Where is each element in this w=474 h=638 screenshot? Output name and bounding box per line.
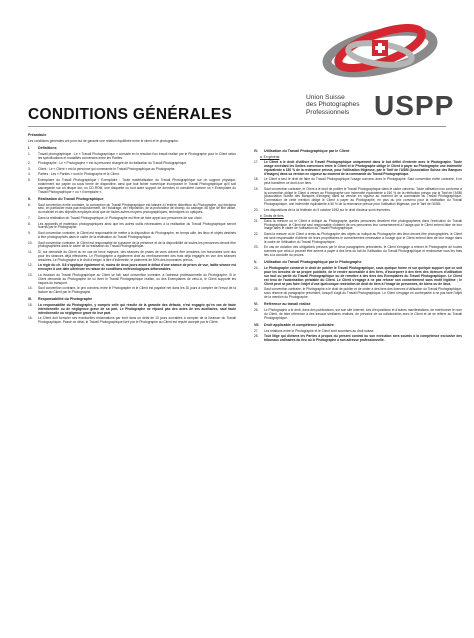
list-item (28, 168, 236, 172)
list-item (28, 264, 236, 272)
list-item (28, 304, 236, 316)
preamble-heading: Préambule (28, 133, 47, 137)
list-item (28, 153, 236, 161)
item-text: En cas de violation des obligations prévues par le deux paragraphes précédents, le Client s'engage à relever le Photographe de toutes sommes que celui-ci pourrait être amené à payer à des tiers du fait de l'utilisation du Travail Photographique et rembourser tous les frais liés à la conduite du procès. (264, 245, 462, 258)
section-number: VII. (254, 322, 260, 327)
item-text: Dans la mesure où le Client a indiqué au Photographe quelles personnes devaient être photographiées dans l'exécution du Travail Photographique, le Client est seul responsable d'obtenir de ces personnes leur consentement à l'usage que le Client entend faire de leur image dans le cadre de l'utilisation du Travail Photographique. (264, 218, 462, 231)
title-divider (28, 126, 446, 127)
list-item (28, 287, 236, 295)
section-heading (254, 261, 462, 265)
list-item (254, 188, 462, 208)
item-number: 7. (28, 215, 31, 220)
org-line-2: des Photographes (306, 101, 360, 109)
subsection-heading: b. Droits de tiers (260, 213, 284, 218)
item-number: 13. (28, 272, 33, 277)
section-title: Définitions (38, 145, 57, 150)
list-item (28, 204, 236, 216)
section-number: III. (28, 297, 32, 302)
section-items (254, 309, 462, 321)
section-items (28, 304, 236, 325)
list-item (28, 223, 236, 231)
item-text: Les relations entre le Photographe et le Client sont soumises au droit suisse. (264, 328, 375, 333)
item-number: 23. (254, 245, 259, 250)
list-item (28, 274, 236, 286)
item-number: 22. (254, 232, 259, 237)
item-text: Le Photographe a le droit, dans des publications, sur son site Internet, lors d'expositions et d'autres manifestations, de mentionner le nom du Client, de faire référence à des travaux similaires réalisés, de prévaloir de sa collaboration avec le Client et de se référer au Travail Photographique. (264, 307, 462, 320)
section-items (28, 204, 236, 296)
item-text: Sauf convention contraire, le Client est responsable de mettre à la disposition du Photographe, en temps utile, les lieux et objets destinés à être photographiés dans le cadre de la réalisation du Travail Photographique. (38, 231, 236, 239)
left-column (28, 134, 236, 327)
item-text: Le Client doit formuler ses éventuelles réclamations par écrit dans un délai de 10 jours ouvrables à compter de la livraison du Travail Photographique. Passé ce délai, le Travail Photographique livré par le Photographe au Client est réputé accepté par le Client. (38, 316, 236, 325)
item-number: 1. (28, 151, 31, 156)
list-item (254, 209, 462, 213)
item-text: Dans la réalisation du Travail Photographique, le Photographe est libre de faire appel aux personnes de son choix. (38, 215, 203, 220)
item-number: 10. (28, 240, 33, 245)
swirl-logo-icon (318, 8, 442, 94)
item-text: La règle du ch. II.6 s'applique également si, moins de deux jours avant le début d'une séance de prises de vue, ladite séance est renvoyée à une date ultérieure en raison de conditions météorologiques défavorables. (38, 263, 236, 272)
list-item (28, 251, 236, 263)
section-items (254, 161, 462, 213)
item-text: Photographe : Le « Photographe » est la personne chargée de la réalisation du Travail Photographique. (38, 161, 188, 166)
item-number: 21. (254, 218, 259, 223)
item-text: Exemplaire du Travail Photographique / Exemplaire : Toute matérialisation du Travail Photographique sur un support physique, notamment sur papier ou sous forme de diapositive, ainsi que tout fichier numérique incorporant le Travail Photographique qu'il soit sauvegardé sur un disque dur, un CD-ROM, une disquette ou tout autre support de données et considéré comme un « Exemplaire du Travail Photographique » ou « Exemplaire ». (38, 178, 236, 194)
item-text: Sauf convention contraire, le Client est responsable de s'assurer de la présence et de la disponibilité de toutes les personnes devant être photographiées dans le cadre de la réalisation du Travail Photographique. (38, 240, 236, 249)
item-number: 18. (254, 177, 259, 182)
item-text: Sauf convention contraire, le Client a le droit de publier le Travail Photographique dans le cadre convenu. Toute utilisation non conforme à la convention oblige le Client à verser au Photographe une indemnité équivalente à 150 % de la rétribution prévue par le Tarif de l'ASBI (Association Suisse des Banques d'Images) dans sa version en vigueur au moment de la commande du Travail Photographique. Commission de cette mention oblige le Client à payer au Photographe, en plus du prix convenu pour la réalisation du Travail Photographique, une indemnité équivalente à 50 % de la redevance prévue pour l'utilisation litigieuse, par le Tarif de l'ASBI. (264, 186, 462, 207)
preamble-text: Les conditions générales ont pour but de garantir une relation équilibrée entre le client et le photographe. (28, 138, 179, 143)
org-line-1: Union Suisse (306, 94, 345, 101)
item-text: Les dispositions de la loi fédérale du 9 octobre 1992 sur le droit d'auteur sont réservées. (264, 207, 391, 212)
item-number: 2. (28, 161, 31, 166)
item-text: La livraison du Travail Photographique au Client se fait, sauf convention contraire, à l'adresse professionnelle du Photographe. Si le Client demande au Photographe de lui livrer le Travail Photographique réalisé, ou des Exemplaires de celui-ci, le Client supporte les risques du transport. (38, 272, 236, 285)
list-item (28, 317, 236, 325)
section-heading (254, 303, 462, 307)
item-text: Si, sur demande du Client ou en cas de force majeure, des séances de prises de vues doivent être annulées, les honoraires sont dus pour les séances déjà effectuées. Le Photographe a également droit au remboursement des frais déjà engagés en vue des séances annulées. Le Photographe a le droit d'exiger, à titre d'indemnité, le paiement de 50% des honoraires prévus. (38, 250, 236, 262)
subsection-heading: a. En général (260, 154, 280, 159)
list-item (254, 288, 462, 300)
item-number: 6. (28, 202, 31, 207)
section-number: V. (254, 260, 258, 265)
item-number: 3. (28, 166, 31, 171)
item-number: 19. (254, 186, 259, 191)
section-heading (28, 298, 236, 302)
item-number: 5. (28, 178, 31, 182)
list-item (254, 309, 462, 321)
section-number: IV. (254, 149, 259, 153)
item-text: Les appareils et matériaux photographiques ainsi que les autres outils nécessaires à la réalisation du Travail Photographique seront fournis par le Photographe. (38, 221, 236, 230)
item-number: 17. (254, 159, 259, 164)
item-number: 25. (254, 287, 259, 292)
org-line-3: Professionnels (306, 108, 350, 116)
list-item (254, 220, 462, 232)
section-heading (254, 150, 462, 154)
section-heading (254, 324, 462, 328)
list-item (254, 267, 462, 287)
section-title: Réalisation du Travail Photographique (38, 196, 104, 201)
list-item (28, 162, 236, 166)
item-text: Parties : Les « Parties » sont le Photographe et le Client. (38, 172, 120, 177)
section-items (28, 153, 236, 195)
item-text: Le Client a le droit d'utiliser le Travail Photographique uniquement dans le but défini d'entente avec le Photographe. Toute usage excédant les limites convenues entre le Client et le Photographe oblige le Client à payer au Photographe une indemnité équivalente à 150 % de la redevance prévue, pour l'utilisation litigieuse, par le Tarif de l'ASBI (Association Suisse des Banques d'Images) dans sa version en vigueur au moment de la commande du Travail Photographique. (264, 159, 462, 176)
list-item (28, 242, 236, 250)
org-name (306, 94, 360, 116)
uspp-logo (304, 8, 464, 148)
right-column (254, 147, 462, 345)
section-number: I. (28, 145, 30, 150)
item-number: 27. (254, 328, 259, 333)
section-title: Droit applicable et compétence judiciaire (264, 322, 334, 327)
item-text: Sauf convention contraire, le Photographe a le droit de publier et de céder à des tiers des licences d'utilisation du Travail Photographique, sous réserve du paragraphe précédent, lorsqu'il s'agit du Travail Photographique. Le Client s'engage en contrepartie à ne pas faire l'objet de la mention du Photographe. (264, 287, 462, 300)
list-item (28, 232, 236, 240)
item-number: 20. (254, 207, 259, 212)
item-text: Le Photographe conserve le droit de publier le Travail Photographique, sous quelque forme et sur quelque support que ce soit pour les besoins de sa propre publicité, de le rendre accessible à des tiers, d'incorporer à des tiers des licences d'utilisation sur tout ou partie du Travail Photographique ou de remettre à des tiers des Exemplaires du Travail Photographique. Le Client est tenu de l'autorisation préalable du Client. Le Client s'engage à ne pas refuser son consentement sans motif légitime ; le Client peut ne pas faire l'objet d'une quelconque restriction de droit de tiers à l'image de personnes, de biens ou de lieux. (264, 266, 462, 286)
item-number: 4. (28, 172, 31, 177)
item-number: 9. (28, 231, 31, 236)
item-number: 11. (28, 250, 33, 255)
item-number: 14. (28, 286, 33, 291)
section-items (254, 330, 462, 343)
list-item (254, 335, 462, 343)
item-number: 24. (254, 266, 259, 271)
item-text: Dans la mesure où le Client a remis au Photographe des objets ou indiqué au Photographe des lieux devant être photographiés, le Client est seul responsable d'obtenir de leurs propriétaires le consentement nécessaire à l'usage que le Client entend faire de leur image dans le cadre de l'utilisation du Travail Photographique. (264, 232, 462, 244)
section-number: VI. (254, 302, 259, 307)
item-number: 28. (254, 334, 259, 339)
item-number: 16. (28, 316, 33, 321)
item-text: Travail photographique : Le « Travail Photographique » consiste en le résultat d'un travail réalisé par le Photographe pour le Client selon les spécifications et modalités convenues entre les Parties. (38, 151, 236, 160)
item-number: 26. (254, 307, 259, 312)
section-heading (28, 147, 236, 151)
section-items (254, 267, 462, 300)
section-title: Référence au travail réalisé (264, 302, 311, 307)
section-number: II. (28, 196, 31, 201)
list-item (254, 233, 462, 245)
item-number: 8. (28, 221, 31, 226)
section-items (254, 220, 462, 259)
item-number: 15. (28, 303, 33, 308)
list-item (28, 173, 236, 177)
section-title: Responsabilité du Photographe (38, 297, 93, 302)
item-text: Le Client a seul le droit de faire du Travail Photographique l'usage convenu avec le Photographe. Sauf convention écrite contraire, il ne peut transférer ce droit à un tiers. (264, 177, 462, 186)
list-item (254, 330, 462, 334)
list-item (28, 217, 236, 221)
list-item (254, 161, 462, 177)
page-title: CONDITIONS GÉNÉRALES (28, 106, 233, 123)
list-item (254, 178, 462, 186)
item-text: Sauf convention écrite contraire, la conception du Travail Photographique est laissée à l'entière discrétion du Photographe, qui décidera seul, en particulier mais pas exclusivement, de l'éclairage, de l'exposition, de la profondeur de champ, du cadrage, du type de film utilisé, du matériel et des objectifs employés ainsi que de toutes autres moyens photographiques, techniques ou optiques. (38, 202, 236, 215)
item-text: Sauf convention contraire, le prix convenu entre le Photographe et le Client est payable net dans les 30 jours à compter de l'envoi de la facture au Client par le Photographe. (38, 286, 236, 295)
section-heading (28, 198, 236, 202)
item-text: La responsabilité du Photographe, y compris celle qui résulte de la garantie des défauts, n'est engagée qu'en cas de faute intentionnelle ou de négligence grave de sa part. Le Photographe ne répond pas des actes de ses auxiliaires, sauf faute intentionnelle ou négligence grave de leur part. (38, 303, 236, 315)
item-text: Tout litige qui divisera les Parties à propos du présent contrat ou son exécution sera soumis à la compétence exclusive des tribunaux ordinaires du lieu où le Photographe a son adresse professionnelle. (264, 334, 462, 343)
org-abbrev: USPP (374, 90, 455, 121)
section-title: Utilisation du Travail Photographique par le Photographe (264, 260, 362, 265)
list-item (28, 179, 236, 195)
section-title: Utilisation du Travail Photographique par le Client (264, 149, 350, 153)
item-text: Client : Le « Client » est la personne qui commande le Travail Photographique au Photographe. (38, 166, 176, 171)
item-number: 12. (28, 263, 33, 268)
list-item (254, 246, 462, 258)
